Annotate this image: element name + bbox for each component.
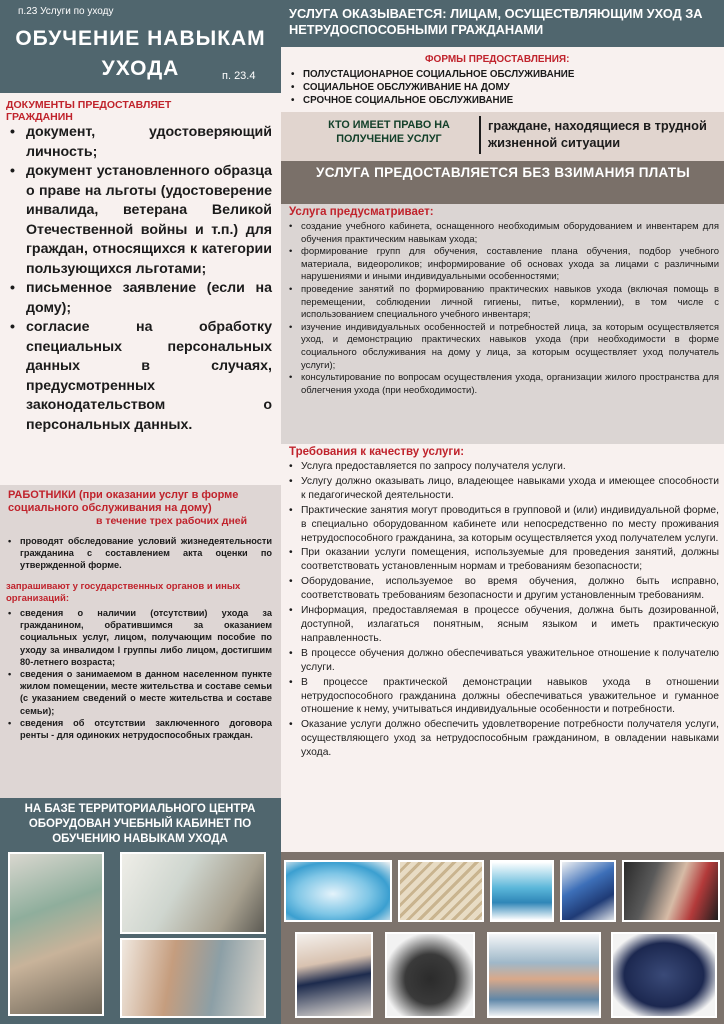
classroom-photo-2 — [120, 852, 266, 934]
equipment-photo-walker — [490, 860, 554, 922]
title-panel — [0, 0, 281, 93]
workers-panel — [0, 485, 281, 798]
provides-heading: Услуга предусматривает: — [289, 206, 434, 218]
eligibility-divider — [479, 116, 481, 154]
requirements-heading: Требования к качеству услуги: — [289, 446, 465, 458]
classroom-panel — [0, 798, 281, 1024]
provision-item: • консультирование по вопросам осуществления ухода, организации жилого пространства для облегчения ухода (при необходимости). — [287, 372, 719, 397]
clause-number: п. 23.4 — [222, 70, 256, 82]
free-of-charge-text: УСЛУГА ПРЕДОСТАВЛЯЕТСЯ БЕЗ ВЗИМАНИЯ ПЛАТЫ — [316, 165, 690, 180]
requirement-item: • Оказание услуги должно обеспечить удовлетворение потребности получателя услуги, осуществляющего уход за нетрудоспособным гражданином, в овладении навыками ухода. — [287, 718, 719, 760]
requirements-panel — [281, 444, 724, 852]
requirement-item: • В процессе практической демонстрации навыков ухода в отношении нетрудоспособного гражданина должны обеспечиваться уважительное и гуманное отношение к нему, учитываться индивидуальные особенности и потребности. — [287, 676, 719, 718]
eligibility-panel — [281, 112, 724, 161]
equipment-photo-handle — [622, 860, 720, 922]
form-item: • СРОЧНОЕ СОЦИАЛЬНОЕ ОБСЛУЖИВАНИЕ — [289, 94, 709, 107]
provision-item: • создание учебного кабинета, оснащенного необходимым оборудованием и инвентарем для обучения практическим навыкам ухода; — [287, 221, 719, 246]
requirement-item: • При оказании услуги помещения, используемые для проведения занятий, должны соответствовать установленным нормам и требованиям безопасности; — [287, 546, 719, 574]
request-heading: запрашивают у государственных органов и иных организаций: — [6, 581, 241, 604]
page-title-line1: ОБУЧЕНИЕ НАВЫКАМ — [15, 27, 266, 50]
workers-period: в течение трех рабочих дней — [96, 515, 248, 527]
forms-list — [289, 68, 709, 107]
requirement-item: • Услугу должно оказывать лицо, владеющее навыками ухода и имеющее способности к педагогической деятельности. — [287, 475, 719, 503]
documents-list — [6, 123, 272, 435]
provides-panel — [281, 204, 724, 444]
requirements-list — [287, 460, 719, 761]
service-recipients-text: УСЛУГА ОКАЗЫВАЕТСЯ: ЛИЦАМ, ОСУЩЕСТВЛЯЮЩИМ УХОД ЗА НЕТРУДОСПОСОБНЫМИ ГРАЖДАНАМИ — [289, 6, 703, 37]
document-item: • документ установленного образца о праве на льготы (удостоверение инвалида, ветерана Великой Отечественной войны и т.п.) для граждан, относящихся к категории пользующихся льготами; — [6, 162, 272, 279]
document-item: • письменное заявление (если на дому); — [6, 279, 272, 318]
section-label: п.23 Услуги по уходу — [18, 6, 114, 17]
requirement-item: • Оборудование, используемое во время обучения, должно быть исправно, соответствовать требованиям безопасности и другим установленным требованиям. — [287, 575, 719, 603]
document-item: • документ, удостоверяющий личность; — [6, 123, 272, 162]
provision-item: • проведение занятий по формированию практических навыков ухода (включая помощь в перемещении, соблюдении личной гигиены, питье, кормлении), в том числе с использованием специального учебного инвентаря; — [287, 284, 719, 322]
request-item: • сведения о занимаемом в данном населенном пункте жилом помещении, месте жительства и составе семьи (с указанием сведений о месте жительства и составе семьи); — [6, 668, 272, 717]
provides-list — [287, 221, 719, 397]
equipment-photo-pillow — [295, 932, 373, 1018]
forms-panel — [281, 47, 724, 112]
form-item: • СОЦИАЛЬНОЕ ОБСЛУЖИВАНИЕ НА ДОМУ — [289, 81, 709, 94]
requirement-item: • Практические занятия могут проводиться в групповой и (или) индивидуальной форме, в специально оборудованном кабинете или непосредственно по месту проживания нетрудоспособного гражданина, за которым осуществляется уход получателем услуги. — [287, 504, 719, 546]
provision-item: • формирование групп для обучения, составление плана обучения, подбор учебного материала, видеороликов; информирование об основах ухода за лицами с различными нарушениями и иными индивидуальными особенностями; — [287, 246, 719, 284]
page-title-line2: УХОДА — [101, 57, 180, 80]
free-of-charge-banner — [281, 161, 724, 204]
request-list — [6, 607, 272, 741]
eligibility-value: граждане, находящиеся в трудной жизненной ситуации — [488, 118, 707, 150]
worker-task-item: • проводят обследование условий жизнедеятельности гражданина с составлением акта оценки по утвержденной форме. — [6, 535, 272, 572]
documents-heading: ДОКУМЕНТЫ ПРЕДОСТАВЛЯЕТ ГРАЖДАНИН — [6, 99, 172, 123]
workers-heading: РАБОТНИКИ (при оказании услуг в форме социального обслуживания на дому) — [8, 489, 239, 514]
equipment-photo-knee-pillow — [611, 932, 717, 1018]
equipment-photo-mattress — [398, 860, 484, 922]
equipment-photos-panel — [281, 852, 724, 1024]
classroom-photo-3 — [120, 938, 266, 1018]
service-recipients-banner — [281, 0, 724, 47]
form-item: • ПОЛУСТАЦИОНАРНОЕ СОЦИАЛЬНОЕ ОБСЛУЖИВАНИЕ — [289, 68, 709, 81]
equipment-photo-basin — [284, 860, 392, 922]
forms-heading: ФОРМЫ ПРЕДОСТАВЛЕНИЯ: — [425, 54, 570, 65]
eligibility-label: КТО ИМЕЕТ ПРАВО НА ПОЛУЧЕНИЕ УСЛУГ — [328, 119, 450, 145]
equipment-photo-transfer — [487, 932, 601, 1018]
workers-list — [6, 535, 272, 572]
requirement-item: • В процессе обучения должно обеспечиваться уважительное отношение к получателю услуги. — [287, 647, 719, 675]
request-item: • сведения об отсутствии заключенного договора ренты - для одиноких нетрудоспособных граждан. — [6, 717, 272, 741]
request-item: • сведения о наличии (отсутствии) ухода за гражданином, обратившимся за оказанием социальных услуг, лицом, получающим пособие по уходу за инвалидом I группы либо лицом, достигшим 80-летнего возраста; — [6, 607, 272, 668]
equipment-photo-backrest — [560, 860, 616, 922]
documents-panel — [0, 93, 281, 485]
equipment-photo-risers — [385, 932, 475, 1018]
classroom-heading: НА БАЗЕ ТЕРРИТОРИАЛЬНОГО ЦЕНТРА ОБОРУДОВАН УЧЕБНЫЙ КАБИНЕТ ПО ОБУЧЕНИЮ НАВЫКАМ УХОДА — [24, 803, 256, 845]
provision-item: • изучение индивидуальных особенностей и потребностей лица, за которым осуществляется уход, и демонстрацию практических навыков ухода (при необходимости в форме социального обслуживания на дому у лица, за которым осуществляет уход получатель услуги); — [287, 322, 719, 372]
classroom-photo-1 — [8, 852, 104, 1016]
requirement-item: • Информация, предоставляемая в процессе обучения, должна быть дозированной, доступной, излагаться понятным, ясным языком и иметь практическую направленность. — [287, 604, 719, 646]
document-item: • согласие на обработку специальных персональных данных в случаях, предусмотренных законодательством о персональных данных. — [6, 318, 272, 435]
requirement-item: • Услуга предоставляется по запросу получателя услуги. — [287, 460, 719, 474]
